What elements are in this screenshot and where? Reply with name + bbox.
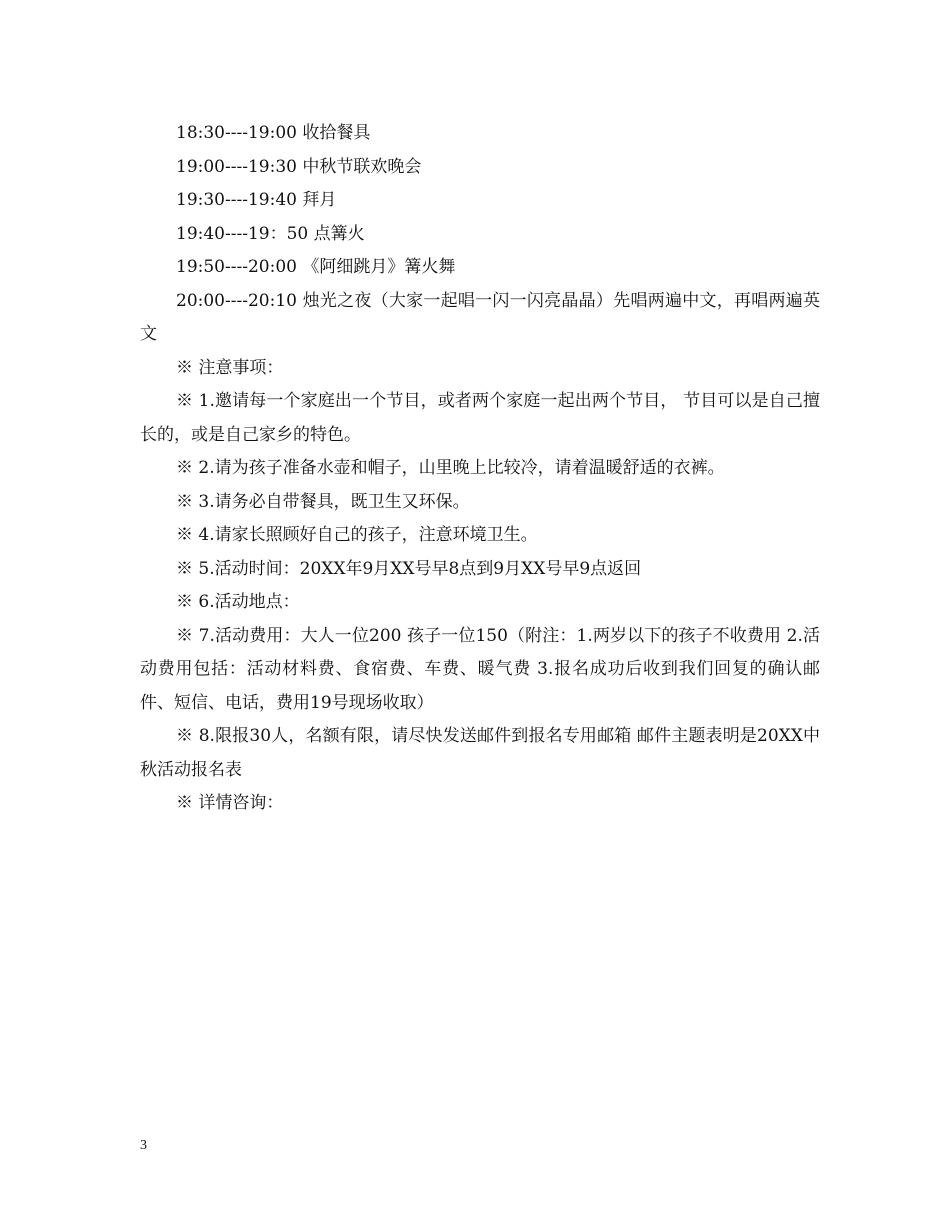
schedule-item: 19:30----19:40 拜月 <box>176 190 337 210</box>
note-item: ※ 1.邀请每一个家庭出一个节目，或者两个家庭一起出两个节目， 节目可以是自己擅长的，或是自己家乡的特色。 <box>140 391 820 445</box>
note-item: ※ 7.活动费用：大人一位200 孩子一位150（附注：1.两岁以下的孩子不收费用 2.活动费用包括：活动材料费、食宿费、车费、暖气费 3.报名成功后收到我们回复的确认邮件、短信、电话，费用19号现场收取） <box>140 625 820 713</box>
schedule-item: 20:00----20:10 烛光之夜（大家一起唱一闪一闪亮晶晶）先唱两遍中文，再唱两遍英文 <box>140 290 820 344</box>
schedule-item: 19:50----20:00 《阿细跳月》篝火舞 <box>176 257 456 277</box>
schedule-item: 19:40----19：50 点篝火 <box>176 223 365 244</box>
document-body <box>140 117 820 821</box>
note-item: ※ 8.限报30人，名额有限，请尽快发送邮件到报名专用邮箱 邮件主题表明是20XX中秋活动报名表 <box>140 726 820 780</box>
note-item: ※ 4.请家长照顾好自己的孩子，注意环境卫生。 <box>176 525 538 545</box>
schedule-item: 18:30----19:00 收拾餐具 <box>176 123 371 143</box>
note-item: ※ 2.请为孩子准备水壶和帽子，山里晚上比较冷，请着温暖舒适的衣裤。 <box>176 458 725 478</box>
note-item: ※ 5.活动时间：20XX年9月XX号早8点到9月XX号早9点返回 <box>176 558 642 579</box>
note-item: ※ 6.活动地点： <box>176 592 300 612</box>
note-item: ※ 3.请务必自带餐具，既卫生又环保。 <box>176 491 470 512</box>
page-number: 3 <box>140 1138 147 1153</box>
schedule-item: 19:00----19:30 中秋节联欢晚会 <box>176 156 422 177</box>
contact-line: ※ 详情咨询： <box>176 793 284 813</box>
notes-heading: ※ 注意事项： <box>176 357 284 378</box>
